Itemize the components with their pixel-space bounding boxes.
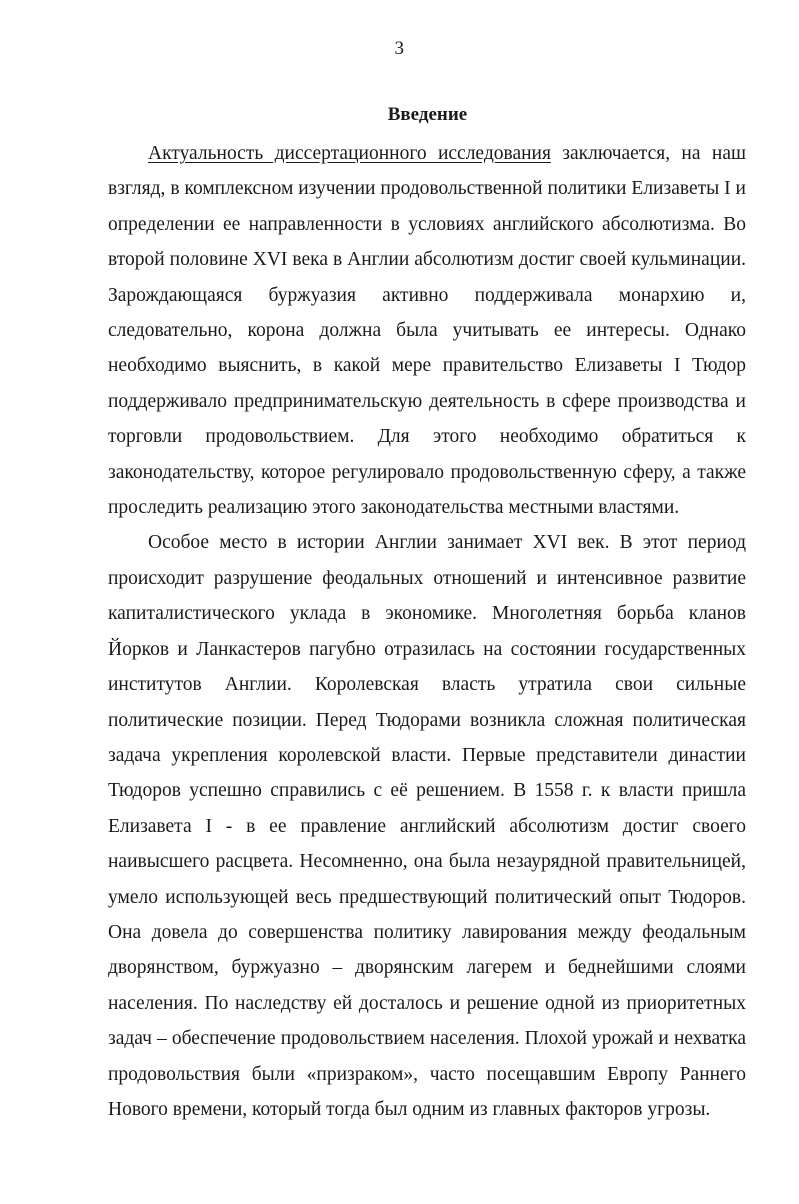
body-text	[108, 136, 746, 1127]
paragraph-relevance	[108, 136, 746, 525]
page-number: 3	[394, 38, 405, 59]
paragraph-relevance-text: заключается, на наш взгляд, в комплексном изучении продовольственной политики Елизаветы I и определении ее направленности в условиях английского абсолютизма. Во второй половине XVI века в Англии абсолютизм достиг своей кульминации. Зарождающаяся буржуазия активно поддерживала монархию и, следовательно, корона должна была учитывать ее интересы. Однако необходимо выяснить, в какой мере правительство Елизаветы I Тюдор поддерживало предпринимательскую деятельность в сфере производства и торговли продовольствием. Для этого необходимо обратиться к законодательству, которое регулировало продовольственную сферу, а также проследить реализацию этого законодательства местными властями.	[108, 143, 746, 519]
relevance-phrase: Актуальность диссертационного исследования	[148, 143, 551, 164]
paragraph-history: Особое место в истории Англии занимает XVI век. В этот период происходит разрушение феодальных отношений и интенсивное развитие капиталистического уклада в экономике. Многолетняя борьба кланов Йорков и Ланкастеров пагубно отразилась на состоянии государственных институтов Англии. Королевская власть утратила свои сильные политические позиции. Перед Тюдорами возникла сложная политическая задача укрепления королевской власти. Первые представители династии Тюдоров успешно справились с её решением. В 1558 г. к власти пришла Елизавета I - в ее правление английский абсолютизм достиг своего наивысшего расцвета. Несомненно, она была незаурядной правительницей, умело использующей весь предшествующий политический опыт Тюдоров. Она довела до совершенства политику лавирования между феодальным дворянством, буржуазно – дворянским лагерем и беднейшими слоями населения. По наследству ей досталось и решение одной из приоритетных задач – обеспечение продовольствием населения. Плохой урожай и нехватка продовольствия были «призраком», часто посещавшим Европу Раннего Нового времени, который тогда был одним из главных факторов угрозы.	[108, 532, 746, 1120]
section-heading: Введение	[387, 104, 468, 125]
